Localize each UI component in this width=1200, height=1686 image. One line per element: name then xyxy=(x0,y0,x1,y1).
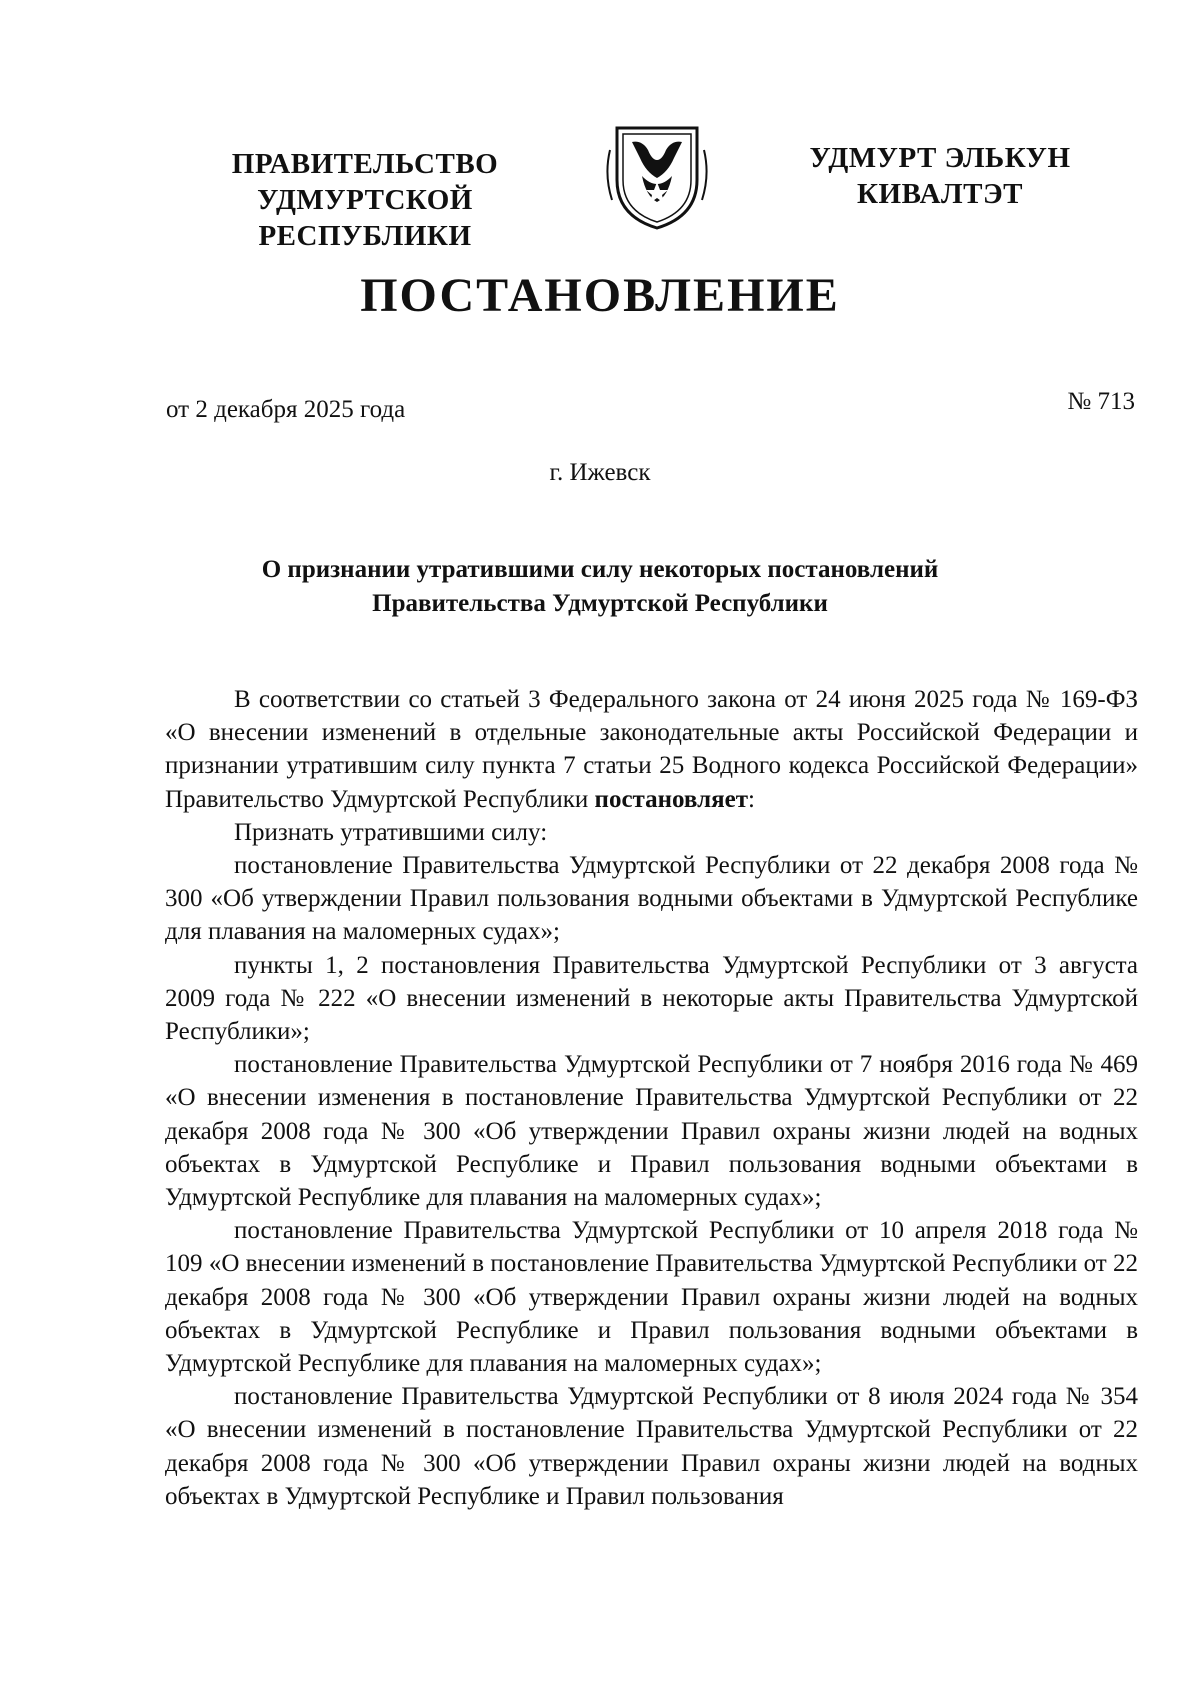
subject-line1: О признании утратившими силу некоторых постановлений xyxy=(261,556,939,583)
intro-paragraph: Признать утратившими силу: xyxy=(234,818,548,846)
header-left-block xyxy=(150,146,580,254)
preamble-text: В соответствии со статьей 3 Федерального закона от 24 июня 2025 года № 169-ФЗ «О внесении изменений в отдельные законодательные акты Российской Федерации и признании утратившим силу пункта 7 статьи 25 Водного кодекса Российской Федерации» Правительство Удмуртской Республики xyxy=(165,686,1138,813)
list-item: постановление Правительства Удмуртской Республики от 8 июля 2024 года № 354 «О внесении изменений в постановление Правительства Удмуртской Республики от 22 декабря 2008 года № 300 «Об утверждении Правил охраны жизни людей на водных объектах в Удмуртской Республике и Правил пользования xyxy=(165,1383,1138,1510)
list-item: постановление Правительства Удмуртской Республики от 22 декабря 2008 года № 300 «Об утверждении Правил пользования водными объектами в Удмуртской Республике для плавания на маломерных судах»; xyxy=(165,852,1138,946)
subject-line2: Правительства Удмуртской Республики xyxy=(372,590,828,617)
preamble-paragraph xyxy=(165,683,1138,816)
document-number: № 713 xyxy=(1067,388,1135,415)
list-item: постановление Правительства Удмуртской Республики от 10 апреля 2018 года № 109 «О внесении изменений в постановление Правительства Удмуртской Республики от 22 декабря 2008 года № 300 «Об утверждении Правил охраны жизни людей на водных объектах в Удмуртской Республике и Правил пользования водными объектами в Удмуртской Республике для плавания на маломерных судах»; xyxy=(165,1217,1138,1378)
preamble-end: : xyxy=(748,785,755,813)
document-type-title: ПОСТАНОВЛЕНИЕ xyxy=(360,269,840,322)
header-left-line1: ПРАВИТЕЛЬСТВО xyxy=(231,148,499,180)
list-item: постановление Правительства Удмуртской Республики от 7 ноября 2016 года № 469 «О внесении изменения в постановление Правительства Удмуртской Республики от 22 декабря 2008 года № 300 «Об утверждении Правил охраны жизни людей на водных объектах в Удмуртской Республике и Правил пользования водными объектами в Удмуртской Республике для плавания на маломерных судах»; xyxy=(165,1051,1138,1212)
preamble-bold-verb: постановляет xyxy=(594,785,749,813)
document-body xyxy=(165,683,1138,1513)
header-right-line1: УДМУРТ ЭЛЬКУН xyxy=(809,142,1071,174)
header-left-line2: УДМУРТСКОЙ РЕСПУБЛИКИ xyxy=(257,184,473,252)
document-city: г. Ижевск xyxy=(549,459,651,486)
document-subject xyxy=(150,553,1050,621)
header-right-block xyxy=(790,140,1090,212)
header-right-line2: КИВАЛТЭТ xyxy=(856,178,1023,210)
udmurt-coat-of-arms-icon xyxy=(602,120,712,232)
list-item: пункты 1, 2 постановления Правительства Удмуртской Республики от 3 августа 2009 года № 222 «О внесении изменений в некоторые акты Правительства Удмуртской Республики»; xyxy=(165,951,1138,1046)
document-date: от 2 декабря 2025 года xyxy=(166,396,406,423)
